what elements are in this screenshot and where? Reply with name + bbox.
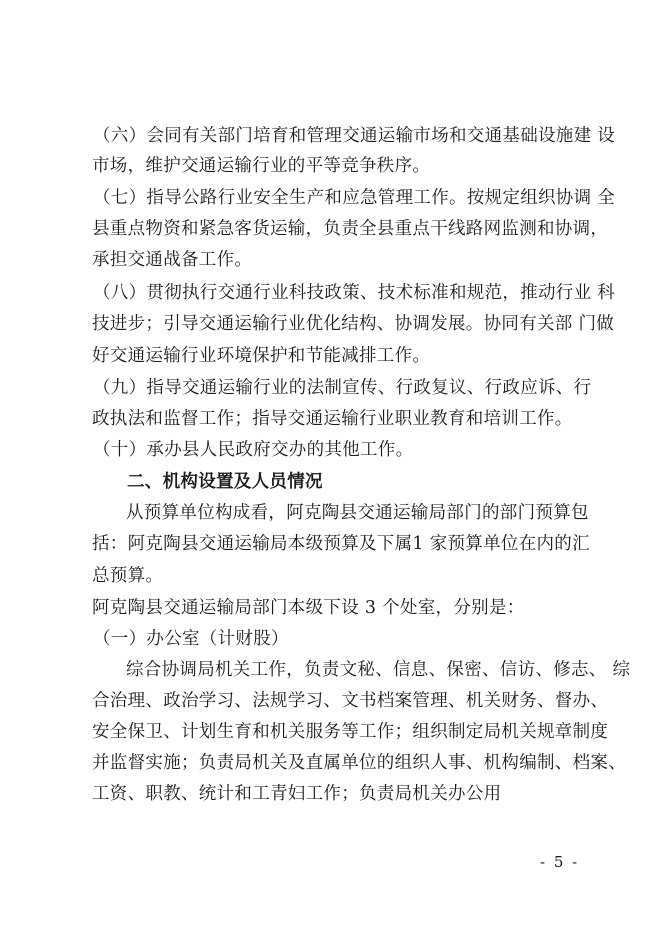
text-line: 括：阿克陶县交通运输局本级预算及下属1 家预算单位在内的汇 xyxy=(92,534,590,554)
text-line: 县重点物资和紧急客货运输，负责全县重点干线路网监测和协调， xyxy=(92,219,609,239)
text-line: 合治理、政治学习、法规学习、文书档案管理、机关财务、督办、 xyxy=(92,691,609,711)
text-line: 安全保卫、计划生育和机关服务等工作；组织制定局机关规章制度 xyxy=(92,722,609,742)
section-heading: 二、机构设置及人员情况 xyxy=(127,472,323,492)
text-line: （六）会同有关部门培育和管理交通运输市场和交通基础设施建 设 xyxy=(93,126,616,146)
text-line: 综合协调局机关工作，负责文秘、信息、保密、信访、修志、 综 xyxy=(126,660,631,680)
text-line: 承担交通战备工作。 xyxy=(92,250,253,270)
text-line: （九）指导交通运输行业的法制宣传、行政复议、行政应诉、行 xyxy=(93,378,592,398)
text-line: 从预算单位构成看，阿克陶县交通运输局部门的部门预算包 xyxy=(126,503,589,523)
text-line: （十）承办县人民政府交办的其他工作。 xyxy=(93,440,414,460)
text-line: 并监督实施；负责局机关及直属单位的组织人事、机构编制、档案、 xyxy=(92,753,626,773)
text-line: 政执法和监督工作；指导交通运输行业职业教育和培训工作。 xyxy=(92,409,573,429)
text-line: 阿克陶县交通运输局部门本级下设 3 个处室，分别是： xyxy=(92,598,525,618)
text-line: （一）办公室（计财股） xyxy=(93,629,289,649)
text-line: （八）贯彻执行交通行业科技政策、技术标准和规范，推动行业 科 xyxy=(93,283,616,303)
text-line: （七）指导公路行业安全生产和应急管理工作。按规定组织协调 全 xyxy=(93,188,616,208)
text-line: 总预算。 xyxy=(92,566,164,586)
text-line: 好交通运输行业环境保护和节能减排工作。 xyxy=(92,346,431,366)
text-line: 技进步；引导交通运输行业优化结构、协调发展。协同有关部 门做 xyxy=(92,314,615,334)
text-line: 工资、职教、统计和工青妇工作；负责局机关办公用 xyxy=(92,784,502,804)
text-line: 市场，维护交通运输行业的平等竞争秩序。 xyxy=(92,156,431,176)
page-number: - 5 - xyxy=(540,853,580,871)
